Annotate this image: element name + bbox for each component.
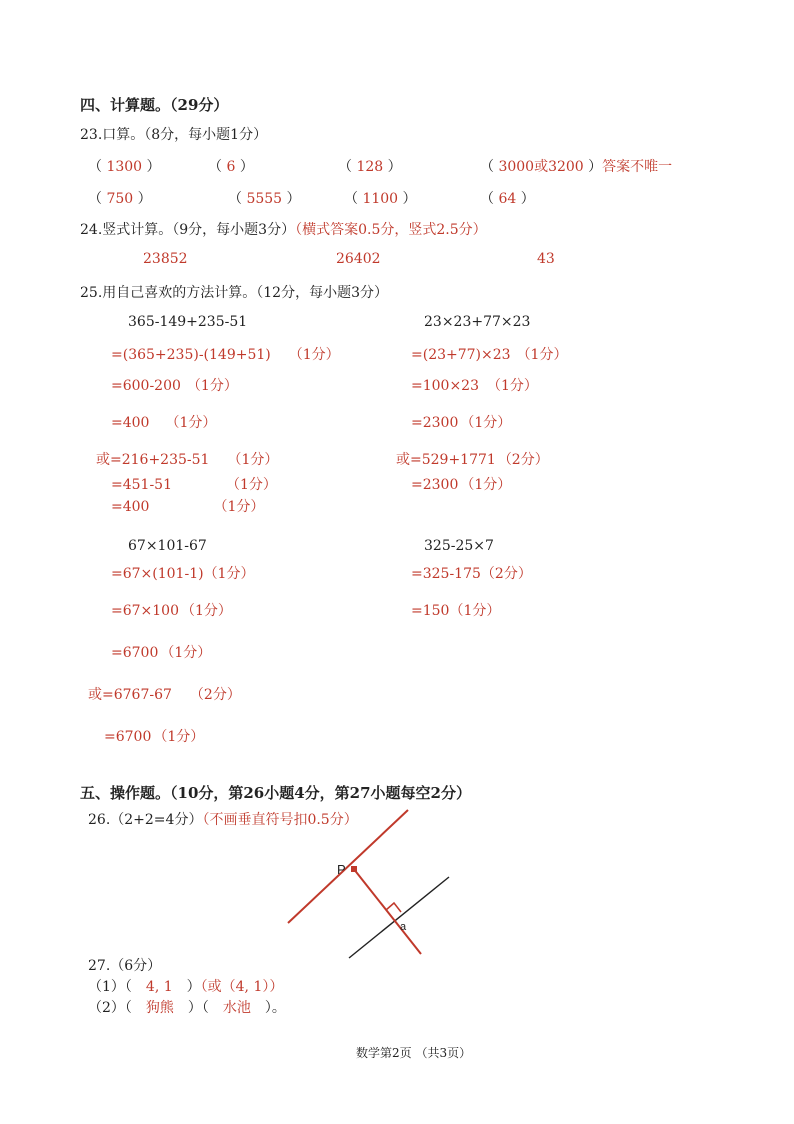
- q25-p2-expression: 23×23+77×23: [424, 314, 531, 330]
- q24-note: （横式答案0.5分，竖式2.5分）: [295, 222, 487, 238]
- q23-answer-2: （ 6 ）: [208, 159, 254, 175]
- q25-title: 25.用自己喜欢的方法计算。（12分，每小题3分）: [80, 285, 388, 301]
- q24-title: 24.竖式计算。（9分，每小题3分）（横式答案0.5分，竖式2.5分）: [80, 222, 487, 238]
- q25-p1-expression: 365-149+235-51: [128, 314, 248, 330]
- q25-p3-step2: =67×100 （1分）: [111, 603, 232, 619]
- section-5-title: 五、操作题。（10分，第26小题4分，第27小题每空2分）: [80, 784, 471, 802]
- q23-answer-1: （ 1300 ）: [88, 159, 161, 175]
- q23-answer-4: （ 3000或3200 ）答案不唯一: [480, 159, 673, 175]
- q24-answer-1: 23852: [143, 251, 188, 267]
- q26-diagram: [280, 800, 470, 970]
- q23-title: 23.口算。（8分，每小题1分）: [80, 127, 268, 143]
- q25-p4-expression: 325-25×7: [424, 538, 494, 554]
- q25-p1-alt-step1: 或=216+235-51 （1分）: [96, 452, 279, 468]
- q25-p3-step3: =6700 （1分）: [111, 645, 212, 661]
- q25-p3-expression: 67×101-67: [128, 538, 207, 554]
- q24-answer-3: 43: [537, 251, 555, 267]
- q25-p3-step1: =67×(101-1)（1分）: [111, 566, 255, 582]
- point-p-label: P: [337, 862, 346, 877]
- q27-part-1: （1）（ 4, 1 ）（或（4, 1））: [88, 979, 284, 995]
- q25-p1-alt-step2: =451-51 （1分）: [111, 477, 277, 493]
- q25-p1-alt-step3: =400 （1分）: [111, 499, 265, 515]
- q24-answer-2: 26402: [336, 251, 381, 267]
- q27-title: 27.（6分）: [88, 958, 162, 974]
- q25-p2-step1: =(23+77)×23 （1分）: [411, 347, 568, 363]
- q25-p2-step3: =2300 （1分）: [411, 415, 512, 431]
- q25-p4-step2: =150（1分）: [411, 603, 501, 619]
- q25-p2-step2: =100×23 （1分）: [411, 378, 538, 394]
- line-a-label: a: [400, 921, 407, 933]
- q27-part-2: （2）（ 狗熊 ）（ 水池 ）。: [88, 1000, 286, 1016]
- q23-answer-3: （ 128 ）: [338, 159, 402, 175]
- line-a: [349, 877, 449, 958]
- q25-p4-step1: =325-175（2分）: [411, 566, 532, 582]
- q25-p1-step2: =600-200 （1分）: [111, 378, 238, 394]
- q23-answer-6: （ 5555 ）: [228, 191, 301, 207]
- q25-p1-step1: =(365+235)-(149+51) （1分）: [111, 347, 340, 363]
- q23-answer-5: （ 750 ）: [88, 191, 152, 207]
- q25-p3-alt-step1: 或=6767-67 （2分）: [88, 687, 241, 703]
- q23-answer-8: （ 64 ）: [480, 191, 535, 207]
- section-4-title: 四、计算题。（29分）: [80, 96, 229, 114]
- q25-p2-alt-step2: =2300 （1分）: [411, 477, 512, 493]
- q25-p3-alt-step2: =6700 （1分）: [104, 729, 205, 745]
- q25-p1-step3: =400 （1分）: [111, 415, 217, 431]
- q26-note: （不画垂直符号扣0.5分）: [202, 812, 358, 828]
- q23-note: 答案不唯一: [602, 159, 673, 175]
- page-footer: 数学第2页 （共3页）: [356, 1046, 472, 1060]
- right-angle-marker: [386, 903, 401, 912]
- point-p: [351, 866, 357, 872]
- q23-answer-7: （ 1100 ）: [344, 191, 417, 207]
- q25-p2-alt-step1: 或=529+1771 （2分）: [396, 452, 549, 468]
- perpendicular-line-through-p: [353, 868, 421, 954]
- q26-title: 26.（2+2=4分）（不画垂直符号扣0.5分）: [88, 812, 358, 828]
